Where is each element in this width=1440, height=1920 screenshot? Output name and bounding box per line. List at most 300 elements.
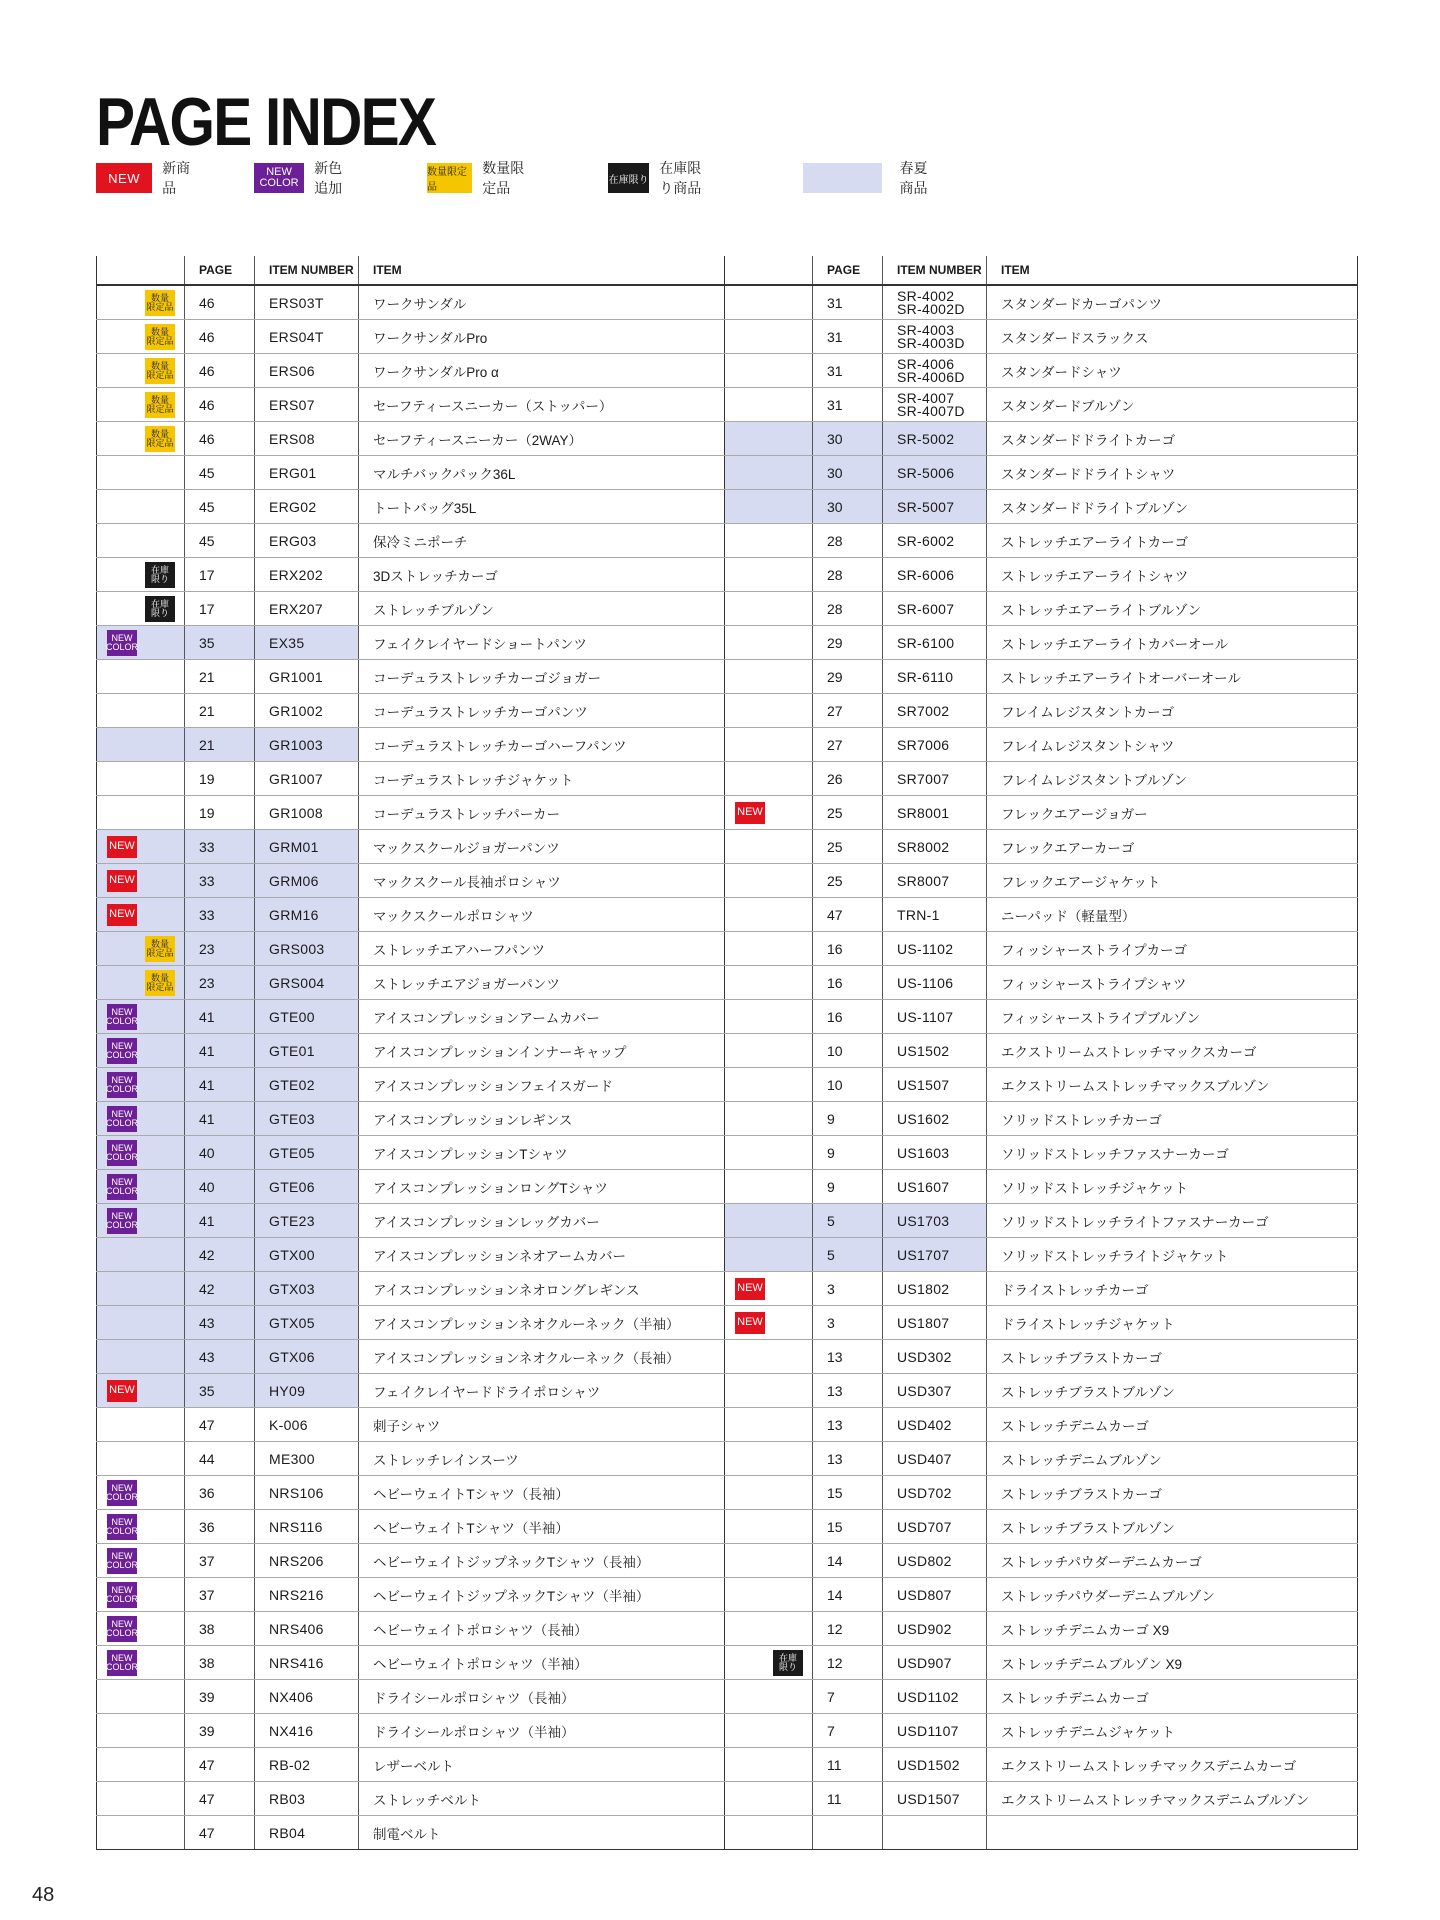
page-cell: 41 xyxy=(185,1102,255,1136)
page-cell: 16 xyxy=(813,1000,883,1034)
badge-cell xyxy=(725,626,813,660)
item-column-header: ITEM xyxy=(987,256,1358,285)
item-number-cell: USD307 xyxy=(883,1374,987,1408)
item-number-cell: GRM16 xyxy=(255,898,359,932)
item-name-cell: フレイムレジスタントシャツ xyxy=(987,728,1358,762)
item-name-cell: ヘビーウェイトポロシャツ（半袖） xyxy=(359,1646,725,1680)
table-row xyxy=(725,490,1358,524)
item-name-cell: フェイクレイヤードショートパンツ xyxy=(359,626,725,660)
new-color-badge-line2: COLOR xyxy=(106,1185,139,1196)
page-cell: 46 xyxy=(185,320,255,354)
page-cell: 10 xyxy=(813,1034,883,1068)
item-number-cell: USD1502 xyxy=(883,1748,987,1782)
new-color-badge-line1: NEW xyxy=(111,1176,133,1187)
page-cell: 33 xyxy=(185,830,255,864)
item-name-cell: スタンダードカーゴパンツ xyxy=(987,285,1358,320)
table-row xyxy=(97,1306,725,1340)
new-color-badge-line1: NEW xyxy=(111,1550,133,1561)
stock-badge: 在庫限り xyxy=(608,163,649,193)
badge-cell xyxy=(97,694,185,728)
item-number-cell: HY09 xyxy=(255,1374,359,1408)
item-number-cell: SR8007 xyxy=(883,864,987,898)
item-name-cell: ストレッチデニムジャケット xyxy=(987,1714,1358,1748)
item-number-cell: US-1107 xyxy=(883,1000,987,1034)
table-row xyxy=(97,1374,725,1408)
page-cell: 11 xyxy=(813,1782,883,1816)
table-row xyxy=(97,524,725,558)
item-name-cell: スタンダードシャツ xyxy=(987,354,1358,388)
item-name-cell: エクストリームストレッチマックスデニムブルゾン xyxy=(987,1782,1358,1816)
new-color-badge-line2: COLOR xyxy=(106,1151,139,1162)
badge-cell xyxy=(725,796,813,830)
item-number-cell: US1807 xyxy=(883,1306,987,1340)
item-number-cell: GRM01 xyxy=(255,830,359,864)
limited-badge: 数量 限定品 xyxy=(145,936,175,962)
new-color-badge-line2: COLOR xyxy=(106,1083,139,1094)
table-row xyxy=(725,1374,1358,1408)
item-number-cell: USD1102 xyxy=(883,1680,987,1714)
item-number-cell: ERS04T xyxy=(255,320,359,354)
page-cell: 46 xyxy=(185,354,255,388)
table-row xyxy=(725,1782,1358,1816)
badge-cell xyxy=(97,1578,185,1612)
badge-cell xyxy=(725,558,813,592)
table-row xyxy=(97,1646,725,1680)
page-cell: 30 xyxy=(813,456,883,490)
page-cell: 47 xyxy=(185,1748,255,1782)
badge-cell xyxy=(725,490,813,524)
item-name-cell: ストレッチブラストカーゴ xyxy=(987,1340,1358,1374)
item-name-cell: ソリッドストレッチファスナーカーゴ xyxy=(987,1136,1358,1170)
item-number-line1: SR-4002 xyxy=(897,287,955,304)
table-header xyxy=(97,256,725,285)
item-number-line1: SR-4003 xyxy=(897,321,955,338)
table-header xyxy=(725,256,1358,285)
item-name-cell: ドライストレッチカーゴ xyxy=(987,1272,1358,1306)
table-row xyxy=(97,1000,725,1034)
badge-cell xyxy=(725,728,813,762)
new-badge: NEW xyxy=(107,870,137,892)
item-number-cell: K-006 xyxy=(255,1408,359,1442)
badge-cell xyxy=(97,1782,185,1816)
item-name-cell: ストレッチレインスーツ xyxy=(359,1442,725,1476)
item-number-cell: GTX00 xyxy=(255,1238,359,1272)
table-row xyxy=(97,1408,725,1442)
item-name-cell: コーデュラストレッチカーゴパンツ xyxy=(359,694,725,728)
badge-cell xyxy=(97,796,185,830)
page-cell: 13 xyxy=(813,1340,883,1374)
table-row xyxy=(97,1680,725,1714)
item-number-cell: US-1102 xyxy=(883,932,987,966)
table-row xyxy=(725,830,1358,864)
item-name-cell: ヘビーウェイトポロシャツ（長袖） xyxy=(359,1612,725,1646)
item-number-cell: US1707 xyxy=(883,1238,987,1272)
page-cell: 41 xyxy=(185,1068,255,1102)
badge-cell xyxy=(97,1408,185,1442)
page-cell: 35 xyxy=(185,1374,255,1408)
table-row xyxy=(725,626,1358,660)
item-number-cell: ERG02 xyxy=(255,490,359,524)
page-cell: 3 xyxy=(813,1272,883,1306)
page-cell: 45 xyxy=(185,490,255,524)
item-name-cell: エクストリームストレッチマックスブルゾン xyxy=(987,1068,1358,1102)
new-color-badge-line2: COLOR xyxy=(106,1015,139,1026)
badge-cell xyxy=(97,1204,185,1238)
item-name-cell: エクストリームストレッチマックスカーゴ xyxy=(987,1034,1358,1068)
page-cell: 42 xyxy=(185,1238,255,1272)
item-number-cell: SR-5002 xyxy=(883,422,987,456)
badge-cell xyxy=(725,1034,813,1068)
page-cell: 14 xyxy=(813,1578,883,1612)
item-number-cell: US1603 xyxy=(883,1136,987,1170)
item-name-cell: ドライストレッチジャケット xyxy=(987,1306,1358,1340)
item-number-cell: US1602 xyxy=(883,1102,987,1136)
badge-cell xyxy=(97,1816,185,1850)
badge-cell xyxy=(97,966,185,1000)
page-cell: 13 xyxy=(813,1374,883,1408)
item-name-cell: フィッシャーストライプシャツ xyxy=(987,966,1358,1000)
page-cell: 29 xyxy=(813,660,883,694)
item-number-cell: GRM06 xyxy=(255,864,359,898)
page-cell: 31 xyxy=(813,354,883,388)
badge-cell xyxy=(725,1612,813,1646)
table-row xyxy=(97,796,725,830)
badge-cell xyxy=(725,456,813,490)
page-cell: 33 xyxy=(185,898,255,932)
table-row xyxy=(97,1034,725,1068)
page-cell: 27 xyxy=(813,694,883,728)
table-row xyxy=(725,694,1358,728)
page-cell: 7 xyxy=(813,1680,883,1714)
item-number-cell: SR7006 xyxy=(883,728,987,762)
page-cell: 36 xyxy=(185,1510,255,1544)
table-row xyxy=(97,898,725,932)
item-number-cell: NRS406 xyxy=(255,1612,359,1646)
new-color-badge-line2: COLOR xyxy=(106,1627,139,1638)
table-row xyxy=(725,1578,1358,1612)
badge-cell xyxy=(97,1612,185,1646)
table-row xyxy=(97,285,725,320)
table-row xyxy=(725,1476,1358,1510)
new-color-badge xyxy=(107,1582,137,1608)
badge-cell xyxy=(97,660,185,694)
new-color-badge-line2: COLOR xyxy=(106,1559,139,1570)
item-number-cell: ME300 xyxy=(255,1442,359,1476)
badge-cell xyxy=(725,354,813,388)
page-cell: 44 xyxy=(185,1442,255,1476)
badge-cell xyxy=(725,1408,813,1442)
badge-cell xyxy=(725,1816,813,1850)
page-cell: 47 xyxy=(813,898,883,932)
page-cell: 15 xyxy=(813,1510,883,1544)
badge-cell xyxy=(97,1102,185,1136)
new-color-badge-line1: NEW xyxy=(111,1006,133,1017)
page-cell: 25 xyxy=(813,796,883,830)
item-number-cell: SR-6006 xyxy=(883,558,987,592)
table-row xyxy=(97,1102,725,1136)
item-name-cell: ヘビーウェイトジップネックTシャツ（長袖） xyxy=(359,1544,725,1578)
item-name-cell: アイスコンプレッションロングTシャツ xyxy=(359,1170,725,1204)
table-row xyxy=(725,1408,1358,1442)
new-badge: NEW xyxy=(107,1380,137,1402)
table-row xyxy=(97,1238,725,1272)
page-title: PAGE INDEX xyxy=(96,84,436,160)
badge-cell xyxy=(725,1136,813,1170)
badge-cell xyxy=(725,1238,813,1272)
page-cell: 28 xyxy=(813,592,883,626)
badge-cell xyxy=(725,1544,813,1578)
table-row xyxy=(97,728,725,762)
new-color-badge-line1: NEW xyxy=(111,1618,133,1629)
item-name-cell: スタンダードスラックス xyxy=(987,320,1358,354)
item-name-cell: フレックエアージャケット xyxy=(987,864,1358,898)
badge-cell xyxy=(725,1306,813,1340)
page-cell: 39 xyxy=(185,1714,255,1748)
item-number-column-header: ITEM NUMBER xyxy=(883,256,987,285)
badge-cell xyxy=(97,1680,185,1714)
item-number-cell xyxy=(883,320,987,354)
new-color-badge-line1: NEW xyxy=(111,1584,133,1595)
item-number-cell: GR1003 xyxy=(255,728,359,762)
index-table-right xyxy=(724,256,1358,1850)
item-number-cell: NRS416 xyxy=(255,1646,359,1680)
new-color-badge-line1: NEW xyxy=(111,1040,133,1051)
item-name-cell: ドライシールポロシャツ（半袖） xyxy=(359,1714,725,1748)
page-cell: 45 xyxy=(185,456,255,490)
table-row xyxy=(97,1170,725,1204)
item-number-cell: GTE23 xyxy=(255,1204,359,1238)
item-number-cell: ERS06 xyxy=(255,354,359,388)
item-name-cell: 3Dストレッチカーゴ xyxy=(359,558,725,592)
table-row xyxy=(97,1068,725,1102)
page-cell: 42 xyxy=(185,1272,255,1306)
item-name-cell: ストレッチデニムブルゾン X9 xyxy=(987,1646,1358,1680)
item-number-cell: USD402 xyxy=(883,1408,987,1442)
new-badge: NEW xyxy=(735,802,765,824)
badge-cell xyxy=(97,1544,185,1578)
badge-cell xyxy=(97,490,185,524)
item-name-cell: ニーパッド（軽量型） xyxy=(987,898,1358,932)
page-column-header: PAGE xyxy=(185,256,255,285)
item-name-cell: ストレッチパウダーデニムカーゴ xyxy=(987,1544,1358,1578)
badge-cell xyxy=(97,1340,185,1374)
page-cell: 13 xyxy=(813,1442,883,1476)
badge-cell xyxy=(725,1272,813,1306)
item-name-cell: フェイクレイヤードドライポロシャツ xyxy=(359,1374,725,1408)
table-row xyxy=(725,1068,1358,1102)
table-row xyxy=(97,1748,725,1782)
table-row xyxy=(725,354,1358,388)
table-row xyxy=(97,1578,725,1612)
item-number-cell: SR-6007 xyxy=(883,592,987,626)
table-row xyxy=(725,762,1358,796)
badge-cell xyxy=(725,1442,813,1476)
page-cell: 40 xyxy=(185,1170,255,1204)
badge-column-header xyxy=(725,256,813,285)
table-row xyxy=(725,1680,1358,1714)
table-row xyxy=(725,932,1358,966)
item-name-cell: スタンダードドライトシャツ xyxy=(987,456,1358,490)
new-color-badge xyxy=(107,630,137,656)
badge-cell xyxy=(97,728,185,762)
table-row xyxy=(725,1748,1358,1782)
badge-cell xyxy=(725,966,813,1000)
table-row xyxy=(97,1476,725,1510)
badge-cell xyxy=(97,1034,185,1068)
badge-cell xyxy=(97,558,185,592)
table-row xyxy=(725,796,1358,830)
badge-cell xyxy=(725,1170,813,1204)
item-number-cell: SR-6110 xyxy=(883,660,987,694)
badge-cell xyxy=(725,660,813,694)
page-cell: 26 xyxy=(813,762,883,796)
item-number-cell: USD707 xyxy=(883,1510,987,1544)
item-number-cell: GR1008 xyxy=(255,796,359,830)
page-cell: 12 xyxy=(813,1612,883,1646)
table-row xyxy=(725,1034,1358,1068)
item-name-cell: アイスコンプレッションネオロングレギンス xyxy=(359,1272,725,1306)
table-row xyxy=(97,320,725,354)
new-color-badge-line1: NEW xyxy=(111,632,133,643)
item-number-cell: ERS08 xyxy=(255,422,359,456)
badge-cell xyxy=(97,388,185,422)
badge-cell xyxy=(725,864,813,898)
item-number-cell: RB04 xyxy=(255,1816,359,1850)
table-row xyxy=(97,354,725,388)
limited-badge: 数量限定品 xyxy=(427,163,472,193)
page-cell: 46 xyxy=(185,388,255,422)
new-color-badge-line1: NEW xyxy=(111,1652,133,1663)
item-name-cell: コーデュラストレッチカーゴジョガー xyxy=(359,660,725,694)
item-name-cell: アイスコンプレッションレギンス xyxy=(359,1102,725,1136)
item-number-cell: RB-02 xyxy=(255,1748,359,1782)
item-name-cell: フィッシャーストライプカーゴ xyxy=(987,932,1358,966)
page-cell: 39 xyxy=(185,1680,255,1714)
badge-cell xyxy=(97,1374,185,1408)
badge-cell xyxy=(725,1748,813,1782)
item-name-cell: ストレッチエアーライトカーゴ xyxy=(987,524,1358,558)
table-row xyxy=(725,1136,1358,1170)
item-number-cell: USD702 xyxy=(883,1476,987,1510)
new-badge: NEW xyxy=(735,1278,765,1300)
table-row xyxy=(97,1136,725,1170)
item-name-cell: 保冷ミニポーチ xyxy=(359,524,725,558)
new-color-badge xyxy=(254,163,304,193)
new-color-badge xyxy=(107,1106,137,1132)
item-name-cell: ストレッチブラストカーゴ xyxy=(987,1476,1358,1510)
legend-new-label: 新商品 xyxy=(162,160,191,196)
item-number-cell xyxy=(883,354,987,388)
table-row xyxy=(725,1340,1358,1374)
badge-cell xyxy=(725,1204,813,1238)
table-row xyxy=(97,1782,725,1816)
limited-badge: 数量 限定品 xyxy=(145,426,175,452)
table-row xyxy=(97,1714,725,1748)
new-color-badge xyxy=(107,1038,137,1064)
badge-cell xyxy=(725,1476,813,1510)
new-color-badge-line1: NEW xyxy=(111,1142,133,1153)
item-name-cell: レザーベルト xyxy=(359,1748,725,1782)
page-cell: 38 xyxy=(185,1612,255,1646)
item-number-line1: SR-4007 xyxy=(897,389,955,406)
badge-cell xyxy=(97,898,185,932)
legend-new xyxy=(96,160,194,196)
page-cell: 45 xyxy=(185,524,255,558)
page-cell: 25 xyxy=(813,864,883,898)
item-name-cell: ストレッチブラストブルゾン xyxy=(987,1374,1358,1408)
item-number-cell: NRS106 xyxy=(255,1476,359,1510)
badge-cell xyxy=(725,1782,813,1816)
badge-cell xyxy=(97,422,185,456)
table-row xyxy=(97,1340,725,1374)
item-name-cell: ソリッドストレッチジャケット xyxy=(987,1170,1358,1204)
item-number-cell: GTX05 xyxy=(255,1306,359,1340)
page-cell: 37 xyxy=(185,1578,255,1612)
item-name-cell: アイスコンプレッションTシャツ xyxy=(359,1136,725,1170)
page-number: 48 xyxy=(32,1884,55,1906)
new-color-badge-line2: COLOR xyxy=(106,1525,139,1536)
item-name-cell: アイスコンプレッションレッグカバー xyxy=(359,1204,725,1238)
item-name-cell: セーフティースニーカー（2WAY） xyxy=(359,422,725,456)
page-cell: 16 xyxy=(813,932,883,966)
new-badge: NEW xyxy=(107,836,137,858)
item-name-cell: マルチバックパック36L xyxy=(359,456,725,490)
new-color-badge xyxy=(107,1208,137,1234)
table-row xyxy=(725,524,1358,558)
item-number-cell: ERS07 xyxy=(255,388,359,422)
item-number-cell: US1802 xyxy=(883,1272,987,1306)
table-row xyxy=(97,1612,725,1646)
new-color-badge-line2: COLOR xyxy=(106,641,139,652)
item-name-cell: フレックエアージョガー xyxy=(987,796,1358,830)
page-cell: 23 xyxy=(185,966,255,1000)
item-number-cell: USD407 xyxy=(883,1442,987,1476)
item-name-cell: アイスコンプレッションネオクルーネック（半袖） xyxy=(359,1306,725,1340)
page-cell: 17 xyxy=(185,558,255,592)
badge-cell xyxy=(725,1578,813,1612)
new-color-badge-line1: NEW xyxy=(111,1074,133,1085)
item-name-cell: アイスコンプレッションフェイスガード xyxy=(359,1068,725,1102)
table-row xyxy=(725,456,1358,490)
badge-cell xyxy=(97,1476,185,1510)
table-row xyxy=(725,1000,1358,1034)
table-row xyxy=(725,728,1358,762)
spring-summer-swatch xyxy=(803,163,882,193)
page-cell: 33 xyxy=(185,864,255,898)
item-number-cell: US1502 xyxy=(883,1034,987,1068)
table-row xyxy=(725,1612,1358,1646)
item-number-cell: GTE05 xyxy=(255,1136,359,1170)
table-row xyxy=(97,626,725,660)
page-cell: 23 xyxy=(185,932,255,966)
item-name-cell: コーデュラストレッチカーゴハーフパンツ xyxy=(359,728,725,762)
item-name-cell: ワークサンダル xyxy=(359,285,725,320)
legend-new-color-label: 新色追加 xyxy=(314,160,343,196)
badge-cell xyxy=(725,1646,813,1680)
badge-cell xyxy=(725,320,813,354)
page-cell: 27 xyxy=(813,728,883,762)
item-name-cell: ストレッチブラストブルゾン xyxy=(987,1510,1358,1544)
badge-cell xyxy=(97,285,185,320)
item-name-cell: ストレッチエアハーフパンツ xyxy=(359,932,725,966)
new-color-badge-line1: NEW xyxy=(111,1482,133,1493)
table-row xyxy=(97,592,725,626)
badge-cell xyxy=(97,932,185,966)
item-name-cell: ストレッチブルゾン xyxy=(359,592,725,626)
item-number-cell: GTX06 xyxy=(255,1340,359,1374)
page-cell: 19 xyxy=(185,762,255,796)
page-cell: 9 xyxy=(813,1170,883,1204)
